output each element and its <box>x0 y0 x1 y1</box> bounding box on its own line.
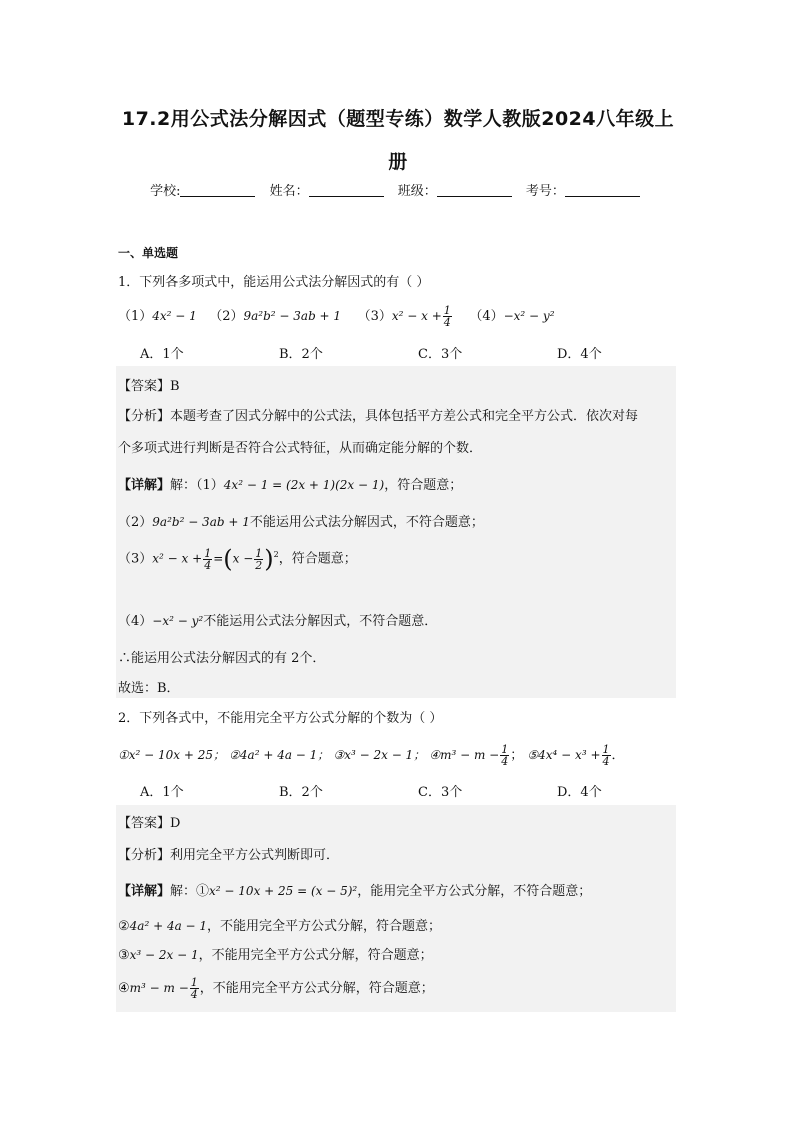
q1-item2-label: （2） <box>209 309 244 324</box>
q2-detail-1 <box>118 880 591 899</box>
q1-item4-expr: −x² − y² <box>503 309 555 323</box>
q2-detail-3 <box>118 944 433 963</box>
q2-detail-4-math: m³ − m − <box>129 981 189 995</box>
q1-choose: 故选：B． <box>118 681 180 696</box>
class-label: 班级： <box>397 184 437 199</box>
q2-detail-1-prefix: 解：① <box>170 884 210 899</box>
q1-item2-expr: 9a²b² − 3ab + 1 <box>243 309 342 323</box>
q1-analysis-line1: 【分析】本题考查了因式分解中的公式法，具体包括平方差公式和完全平方公式．依次对每 <box>118 409 639 424</box>
q1-detail-1-prefix: 解：（1） <box>170 478 224 493</box>
q2-expr-3: ③x³ − 2x − 1； <box>333 748 426 762</box>
q1-items <box>118 305 555 328</box>
class-blank <box>437 184 512 197</box>
q1-detail-2 <box>118 511 484 530</box>
q1-item4-label: （4） <box>469 309 504 324</box>
q1-detail-4-prefix: （4） <box>118 614 153 629</box>
q1-analysis-line2: 个多项式进行判断是否符合公式特征，从而确定能分解的个数． <box>118 441 483 456</box>
q2-detail-2-prefix: ② <box>118 919 130 934</box>
q1-stem: 1．下列各多项式中，能运用公式法分解因式的有（ ） <box>118 275 430 290</box>
q1-detail-4-suffix: 不能运用公式法分解因式，不符合题意． <box>203 614 438 629</box>
q1-item3-expr: x² − x + <box>391 309 442 323</box>
q1-item1-expr: 4x² − 1 <box>152 309 197 323</box>
q2-choice-c[interactable]: C．3个 <box>418 785 463 800</box>
q1-item3-fraction: $\frac{1}{4}$ <box>443 304 451 329</box>
student-info-line <box>0 180 794 199</box>
document-title-line2: 册 <box>388 151 408 173</box>
q1-detail-2-prefix: （2） <box>118 515 153 530</box>
q1-detail-3-math-a: x² − x + <box>152 551 203 566</box>
q2-detail-4-fraction: $\frac{1}{4}$ <box>190 976 198 1001</box>
q2-expr-1: ①x² − 10x + 25； <box>118 748 226 762</box>
q2-detail-4-prefix: ④ <box>118 981 130 996</box>
q2-choice-b[interactable]: B．2个 <box>279 785 323 800</box>
q1-detail-3-fraction-a: $\frac{1}{4}$ <box>204 546 212 572</box>
q2-detail-3-prefix: ③ <box>118 948 130 963</box>
q1-choices <box>140 343 696 362</box>
q1-detail-3-suffix: ，符合题意； <box>278 551 357 567</box>
q1-choice-b[interactable]: B．2个 <box>279 347 323 362</box>
q2-choice-d[interactable]: D．4个 <box>557 785 602 800</box>
q1-detail-label: 【详解】 <box>118 478 171 493</box>
q2-detail-1-suffix: ，能用完全平方公式分解，不符合题意； <box>357 884 592 899</box>
q2-expr-5-fraction: $\frac{1}{4}$ <box>602 743 610 768</box>
q1-detail-4-math: −x² − y² <box>152 614 204 628</box>
q2-detail-2-math: 4a² + 4a − 1 <box>129 919 208 933</box>
q1-detail-1-suffix: ，符合题意； <box>384 478 463 493</box>
exam-number-label: 考号： <box>525 184 565 199</box>
name-blank <box>309 184 384 197</box>
q2-detail-3-suffix: ，不能用完全平方公式分解，符合题意； <box>198 948 433 963</box>
q2-detail-4 <box>118 977 434 1000</box>
q2-expr-4: ④m³ − m − <box>429 748 500 762</box>
q2-detail-2 <box>118 915 441 934</box>
q2-stem: 2．下列各式中，不能用完全平方公式分解的个数为（ ） <box>118 711 443 726</box>
q1-detail-4 <box>118 610 437 629</box>
section-heading: 一、单选题 <box>118 246 179 260</box>
q2-detail-1-math: x² − 10x + 25 = (x − 5)² <box>209 884 358 898</box>
q2-detail-label: 【详解】 <box>118 884 171 899</box>
q1-detail-1 <box>118 474 462 493</box>
q2-analysis: 【分析】利用完全平方公式判断即可． <box>118 848 340 863</box>
q1-detail-3: （3）x² − x + $\frac{1}{4}$ =(x − $\frac{1}{2}$ )$^2$，符合题意； <box>118 545 357 573</box>
q1-detail-2-suffix: 不能运用公式法分解因式，不符合题意； <box>249 515 484 530</box>
q1-choice-a[interactable]: A．1个 <box>140 347 184 362</box>
school-label: 学校: <box>150 184 181 199</box>
q2-choice-a[interactable]: A．1个 <box>140 785 184 800</box>
q2-expr-5-end: ． <box>611 748 625 763</box>
q1-detail-3-math-b: x − <box>232 551 254 566</box>
q1-detail-3-equals: = <box>213 551 224 566</box>
q1-detail-1-math: 4x² − 1 = (2x + 1)(2x − 1) <box>223 478 385 492</box>
q1-choice-c[interactable]: C．3个 <box>418 347 463 362</box>
q1-answer: 【答案】B <box>118 379 180 394</box>
q1-conclusion: ∴能运用公式法分解因式的有 2个． <box>118 651 326 666</box>
exam-number-blank <box>565 184 640 197</box>
q1-detail-2-math: 9a²b² − 3ab + 1 <box>152 515 250 529</box>
q1-choice-d[interactable]: D．4个 <box>557 347 602 362</box>
q2-expr-2: ②4a² + 4a − 1； <box>229 748 330 762</box>
q2-detail-3-math: x³ − 2x − 1 <box>129 948 199 962</box>
q1-item1-label: （1） <box>118 309 153 324</box>
q1-detail-3-exponent: 2 <box>273 550 279 560</box>
q2-detail-2-suffix: ，不能用完全平方公式分解，符合题意； <box>207 919 442 934</box>
q2-answer: 【答案】D <box>118 816 181 831</box>
school-blank <box>180 184 255 197</box>
q2-expr-5: ⑤4x⁴ − x³ + <box>527 748 601 762</box>
q1-detail-3-fraction-b: $\frac{1}{2}$ <box>255 546 263 572</box>
q1-item3-label: （3） <box>357 309 392 324</box>
q2-expressions <box>118 744 625 767</box>
q1-detail-3-prefix: （3） <box>118 551 153 567</box>
q2-expr-4-fraction: $\frac{1}{4}$ <box>501 743 509 768</box>
document-title-line1: 17.2用公式法分解因式（题型专练）数学人教版2024八年级上 <box>121 108 675 130</box>
q2-choices <box>140 781 696 800</box>
q2-detail-4-suffix: ，不能用完全平方公式分解，符合题意； <box>199 981 434 996</box>
q2-expr-4-sep: ； <box>510 748 524 763</box>
name-label: 姓名： <box>269 184 309 199</box>
